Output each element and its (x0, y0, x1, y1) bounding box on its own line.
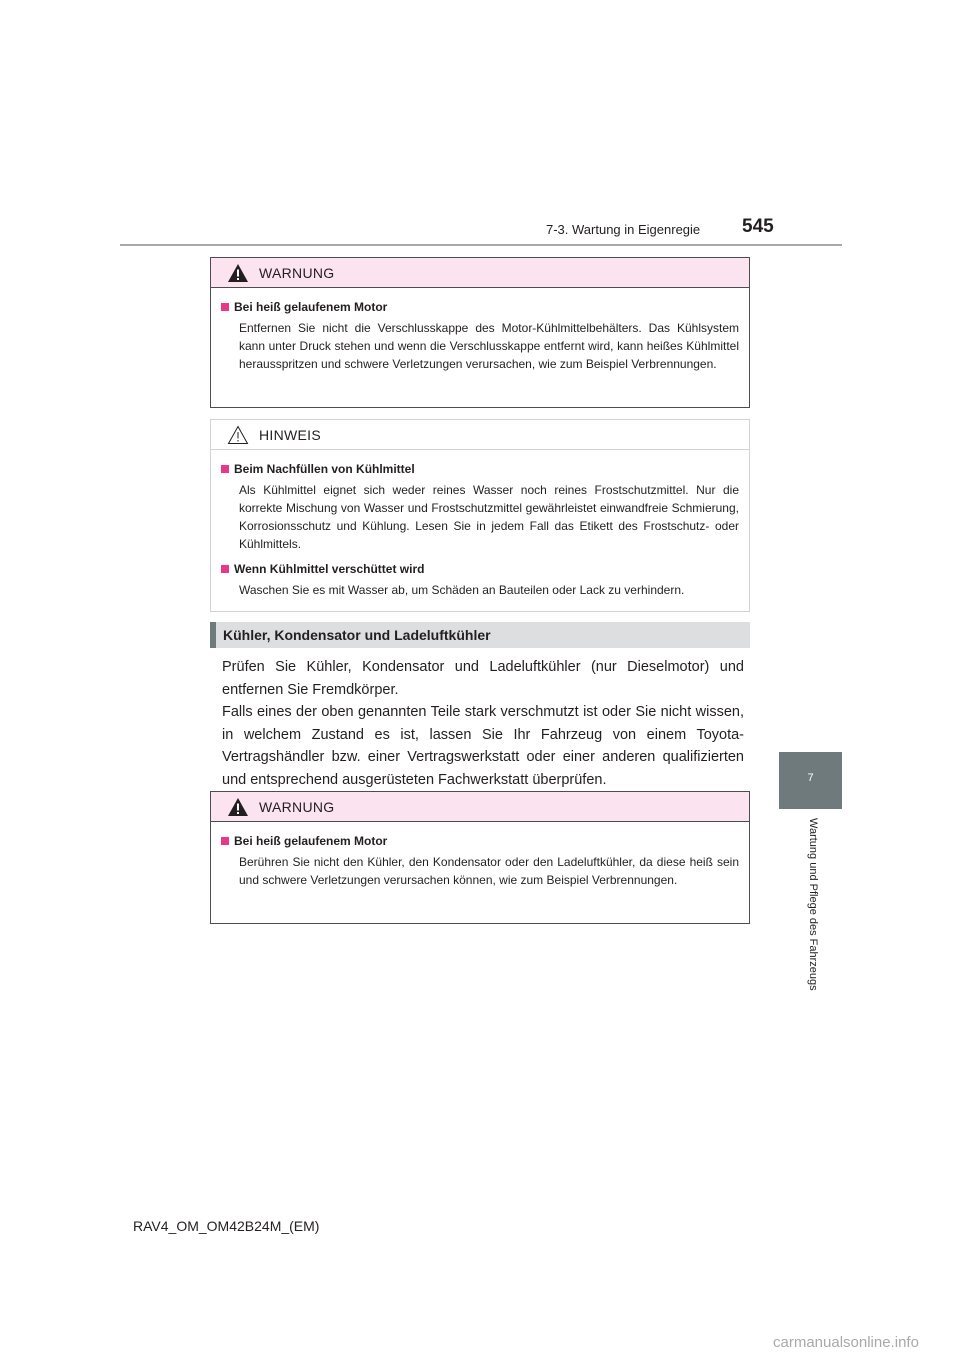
watermark: carmanualsonline.info (773, 1334, 919, 1351)
note-box-header (211, 420, 749, 450)
note-item-text: Waschen Sie es mit Wasser ab, um Schäden an Bauteilen oder Lack zu verhindern. (239, 583, 685, 597)
warning-item-title-text: Bei heiß gelaufenem Motor (234, 834, 388, 848)
section-heading-text: Kühler, Kondensator und Ladeluftkühler (223, 627, 491, 643)
warning-triangle-icon (227, 797, 249, 817)
body-paragraph: Falls eines der oben genannten Teile stark verschmutzt ist oder Sie nicht wissen, in welchem Zustand es ist, lassen Sie Ihr Fahrzeug von einem Toyota-Vertragshändler bzw. einer Vertragswerkstatt oder einer anderen qualifizierten und entsprechend ausgerüsteten Fachwerkstatt überprüfen. (222, 704, 744, 788)
section-heading (210, 622, 750, 648)
note-item-title (221, 562, 739, 576)
document-id: RAV4_OM_OM42B24M_(EM) (133, 1218, 320, 1234)
chapter-title-vertical: Wartung und Pflege des Fahrzeugs (807, 818, 819, 991)
warning-box-header (211, 792, 749, 822)
square-bullet-icon (221, 565, 229, 573)
warning-triangle-icon (227, 263, 249, 283)
warning-box-body (211, 288, 749, 383)
header-divider (120, 244, 842, 246)
warning-box-hot-radiator (210, 791, 750, 924)
warning-box-header (211, 258, 749, 288)
warning-box-title: WARNUNG (259, 798, 335, 815)
note-box-title: HINWEIS (259, 426, 321, 443)
square-bullet-icon (221, 303, 229, 311)
note-item-title-text: Wenn Kühlmittel verschüttet wird (234, 562, 425, 576)
warning-item-title-text: Bei heiß gelaufenem Motor (234, 300, 388, 314)
square-bullet-icon (221, 465, 229, 473)
section-body (222, 656, 744, 791)
square-bullet-icon (221, 837, 229, 845)
warning-box-body (211, 822, 749, 899)
note-box-body (211, 450, 749, 609)
warning-item-text: Entfernen Sie nicht die Verschlusskappe des Motor-Kühlmittelbehälters. Das Kühlsystem kann unter Druck stehen und wenn die Verschlusskappe entfernt wird, kann heißes Kühlmittel herausspritzen und schwere Verletzungen verursachen, wie zum Beispiel Verbrennungen. (239, 321, 739, 371)
body-paragraph: Prüfen Sie Kühler, Kondensator und Ladeluftkühler (nur Dieselmotor) und entfernen Sie Fremdkörper. (222, 659, 744, 698)
note-item-title (221, 462, 739, 476)
note-item-title-text: Beim Nachfüllen von Kühlmittel (234, 462, 415, 476)
chapter-tab (779, 752, 842, 809)
warning-item-title (221, 834, 739, 848)
warning-item-text: Berühren Sie nicht den Kühler, den Kondensator oder den Ladeluftkühler, da diese heiß sein und schwere Verletzungen verursachen können, wie zum Beispiel Verbrennungen. (239, 855, 739, 887)
heading-accent-bar (210, 622, 216, 648)
page-number: 545 (742, 216, 774, 237)
warning-box-hot-engine-cap (210, 257, 750, 408)
warning-box-title: WARNUNG (259, 264, 335, 281)
chapter-number: 7 (807, 772, 814, 784)
section-reference: 7-3. Wartung in Eigenregie (546, 222, 701, 237)
note-item-text: Als Kühlmittel eignet sich weder reines Wasser noch reines Frostschutzmittel. Nur die korrekte Mischung von Wasser und Frostschutzmittel gewährleistet einwandfreie Schmierung, Korrosionsschutz und Kühlung. Lesen Sie in jedem Fall das Etikett des Frostschutz- oder Kühlmittels. (239, 483, 739, 551)
caution-triangle-outline-icon (227, 425, 249, 445)
note-box-coolant (210, 419, 750, 612)
warning-item-title (221, 300, 739, 314)
